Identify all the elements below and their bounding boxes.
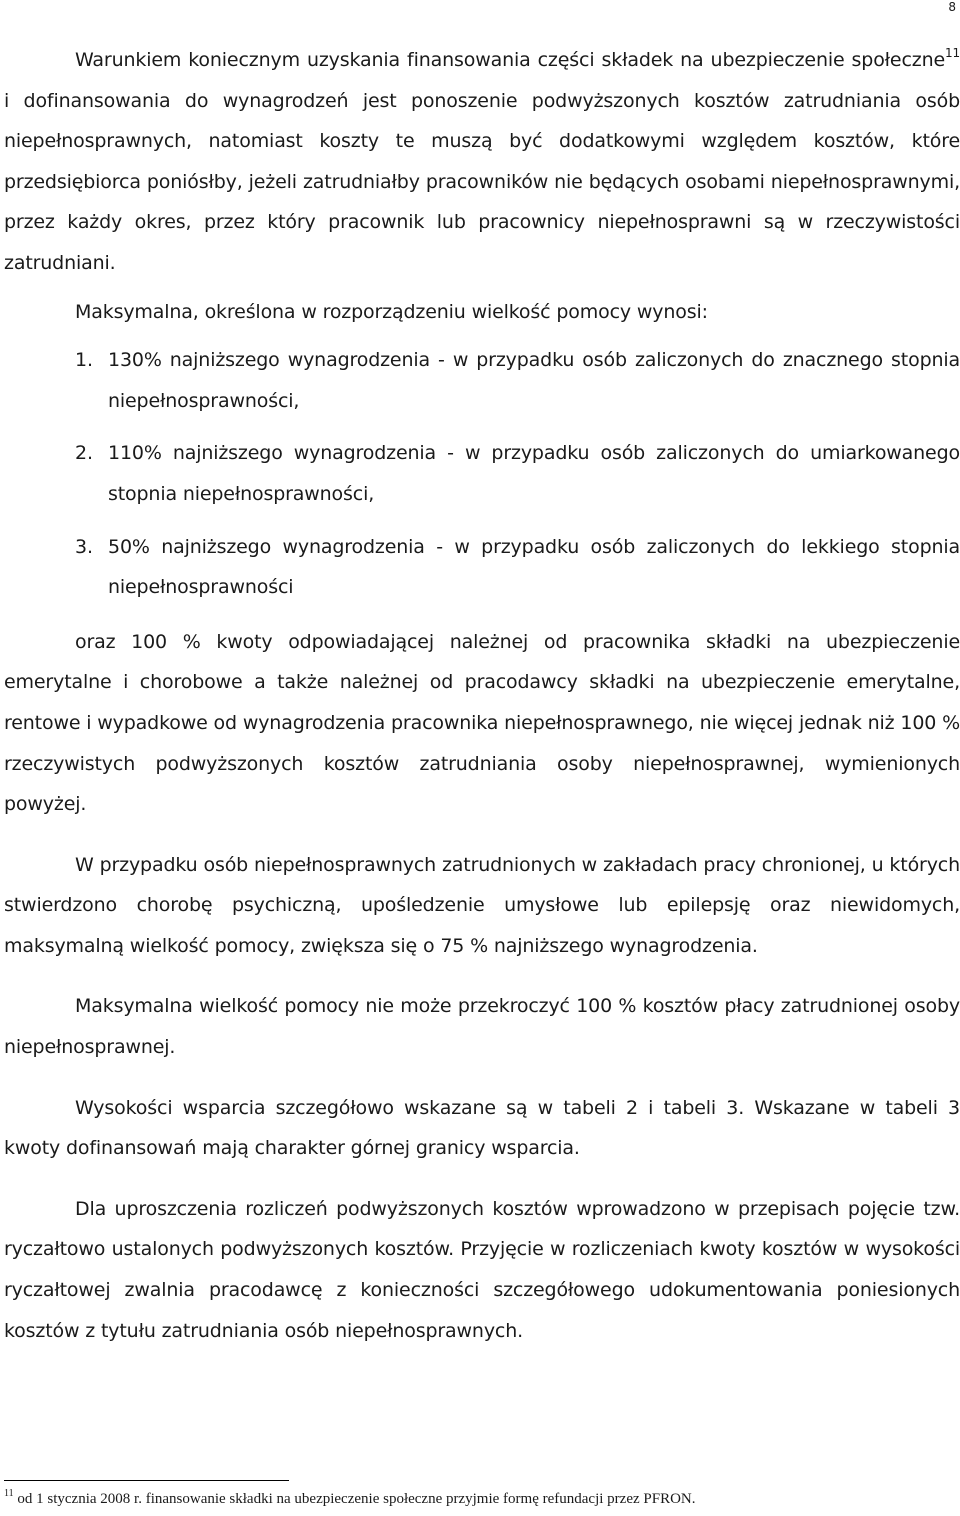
page-number: 8 <box>948 0 956 14</box>
list-item-number: 2. <box>75 442 93 465</box>
paragraph-funding-conditions <box>4 40 960 284</box>
paragraph-text: Warunkiem koniecznym uzyskania finansowania części składek na ubezpieczenie społeczne <box>75 49 946 71</box>
footnote-text: od 1 stycznia 2008 r. finansowanie składki na ubezpieczenie społeczne przyjmie formę refundacji przez PFRON. <box>13 1491 696 1507</box>
footnote-separator <box>4 1480 289 1481</box>
list-item <box>75 433 960 514</box>
paragraph-max-aid-intro: Maksymalna, określona w rozporządzeniu wielkość pomocy wynosi: <box>75 300 708 323</box>
list-item-text: 110% najniższego wynagrodzenia - w przypadku osób zaliczonych do umiarkowanego stopnia niepełnosprawności, <box>108 442 960 505</box>
list-item-text: 130% najniższego wynagrodzenia - w przypadku osób zaliczonych do znacznego stopnia niepełnosprawności, <box>108 349 960 412</box>
footnote-mark: 11 <box>4 1488 14 1499</box>
paragraph-support-tables: Wysokości wsparcia szczegółowo wskazane są w tabeli 2 i tabeli 3. Wskazane w tabeli 3 kwoty dofinansowań mają charakter górnej granicy wsparcia. <box>4 1096 960 1160</box>
paragraph-sheltered-workplaces: W przypadku osób niepełnosprawnych zatrudnionych w zakładach pracy chronionej, u których stwierdzono chorobę psychiczną, upośledzenie umysłowe lub epilepsję oraz niewidomych, maksymalną wielkość pomocy, zwiększa się o 75 % najniższego wynagrodzenia. <box>4 853 960 957</box>
paragraph-max-aid-limit: Maksymalna wielkość pomocy nie może przekroczyć 100 % kosztów płacy zatrudnionej osoby niepełnosprawnej. <box>4 995 960 1059</box>
footnote <box>4 1488 696 1510</box>
list-item <box>75 527 960 608</box>
list-item-text: 50% najniższego wynagrodzenia - w przypadku osób zaliczonych do lekkiego stopnia niepełnosprawności <box>108 535 960 599</box>
list-item-number: 3. <box>75 535 93 558</box>
paragraph-text: i dofinansowania do wynagrodzeń jest ponoszenie podwyższonych kosztów zatrudniania osób niepełnosprawnych, natomiast koszty te muszą być dodatkowymi względem kosztów, które przedsiębiorca poniósłby, jeżeli zatrudniałby pracowników nie będących osobami niepełnosprawnymi, przez każdy okres, przez który pracownik lub pracownicy niepełnosprawni są w rzeczywistości zatrudniani. <box>4 89 960 274</box>
list-item-number: 1. <box>75 349 93 372</box>
list-item <box>75 340 960 421</box>
paragraph-lump-sum-costs: Dla uproszczenia rozliczeń podwyższonych kosztów wprowadzono w przepisach pojęcie tzw. ryczałtowo ustalonych podwyższonych kosztów. Przyjęcie w rozliczeniach kwoty kosztów w wysokości ryczałtowej zwalnia pracodawcę z konieczności szczegółowego udokumentowania poniesionych kosztów z tytułu zatrudniania osób niepełnosprawnych. <box>4 1197 960 1342</box>
paragraph-contributions: oraz 100 % kwoty odpowiadającej należnej od pracownika składki na ubezpieczenie emerytalne i chorobowe a także należnej od pracodawcy składki na ubezpieczenie emerytalne, rentowe i wypadkowe od wynagrodzenia pracownika niepełnosprawnego, nie więcej jednak niż 100 % rzeczywistych podwyższonych kosztów zatrudniania osoby niepełnosprawnej, wymienionych powyżej. <box>4 630 960 816</box>
footnote-reference: 11 <box>945 46 960 60</box>
aid-levels-list <box>75 340 960 608</box>
document-body <box>4 40 960 1351</box>
